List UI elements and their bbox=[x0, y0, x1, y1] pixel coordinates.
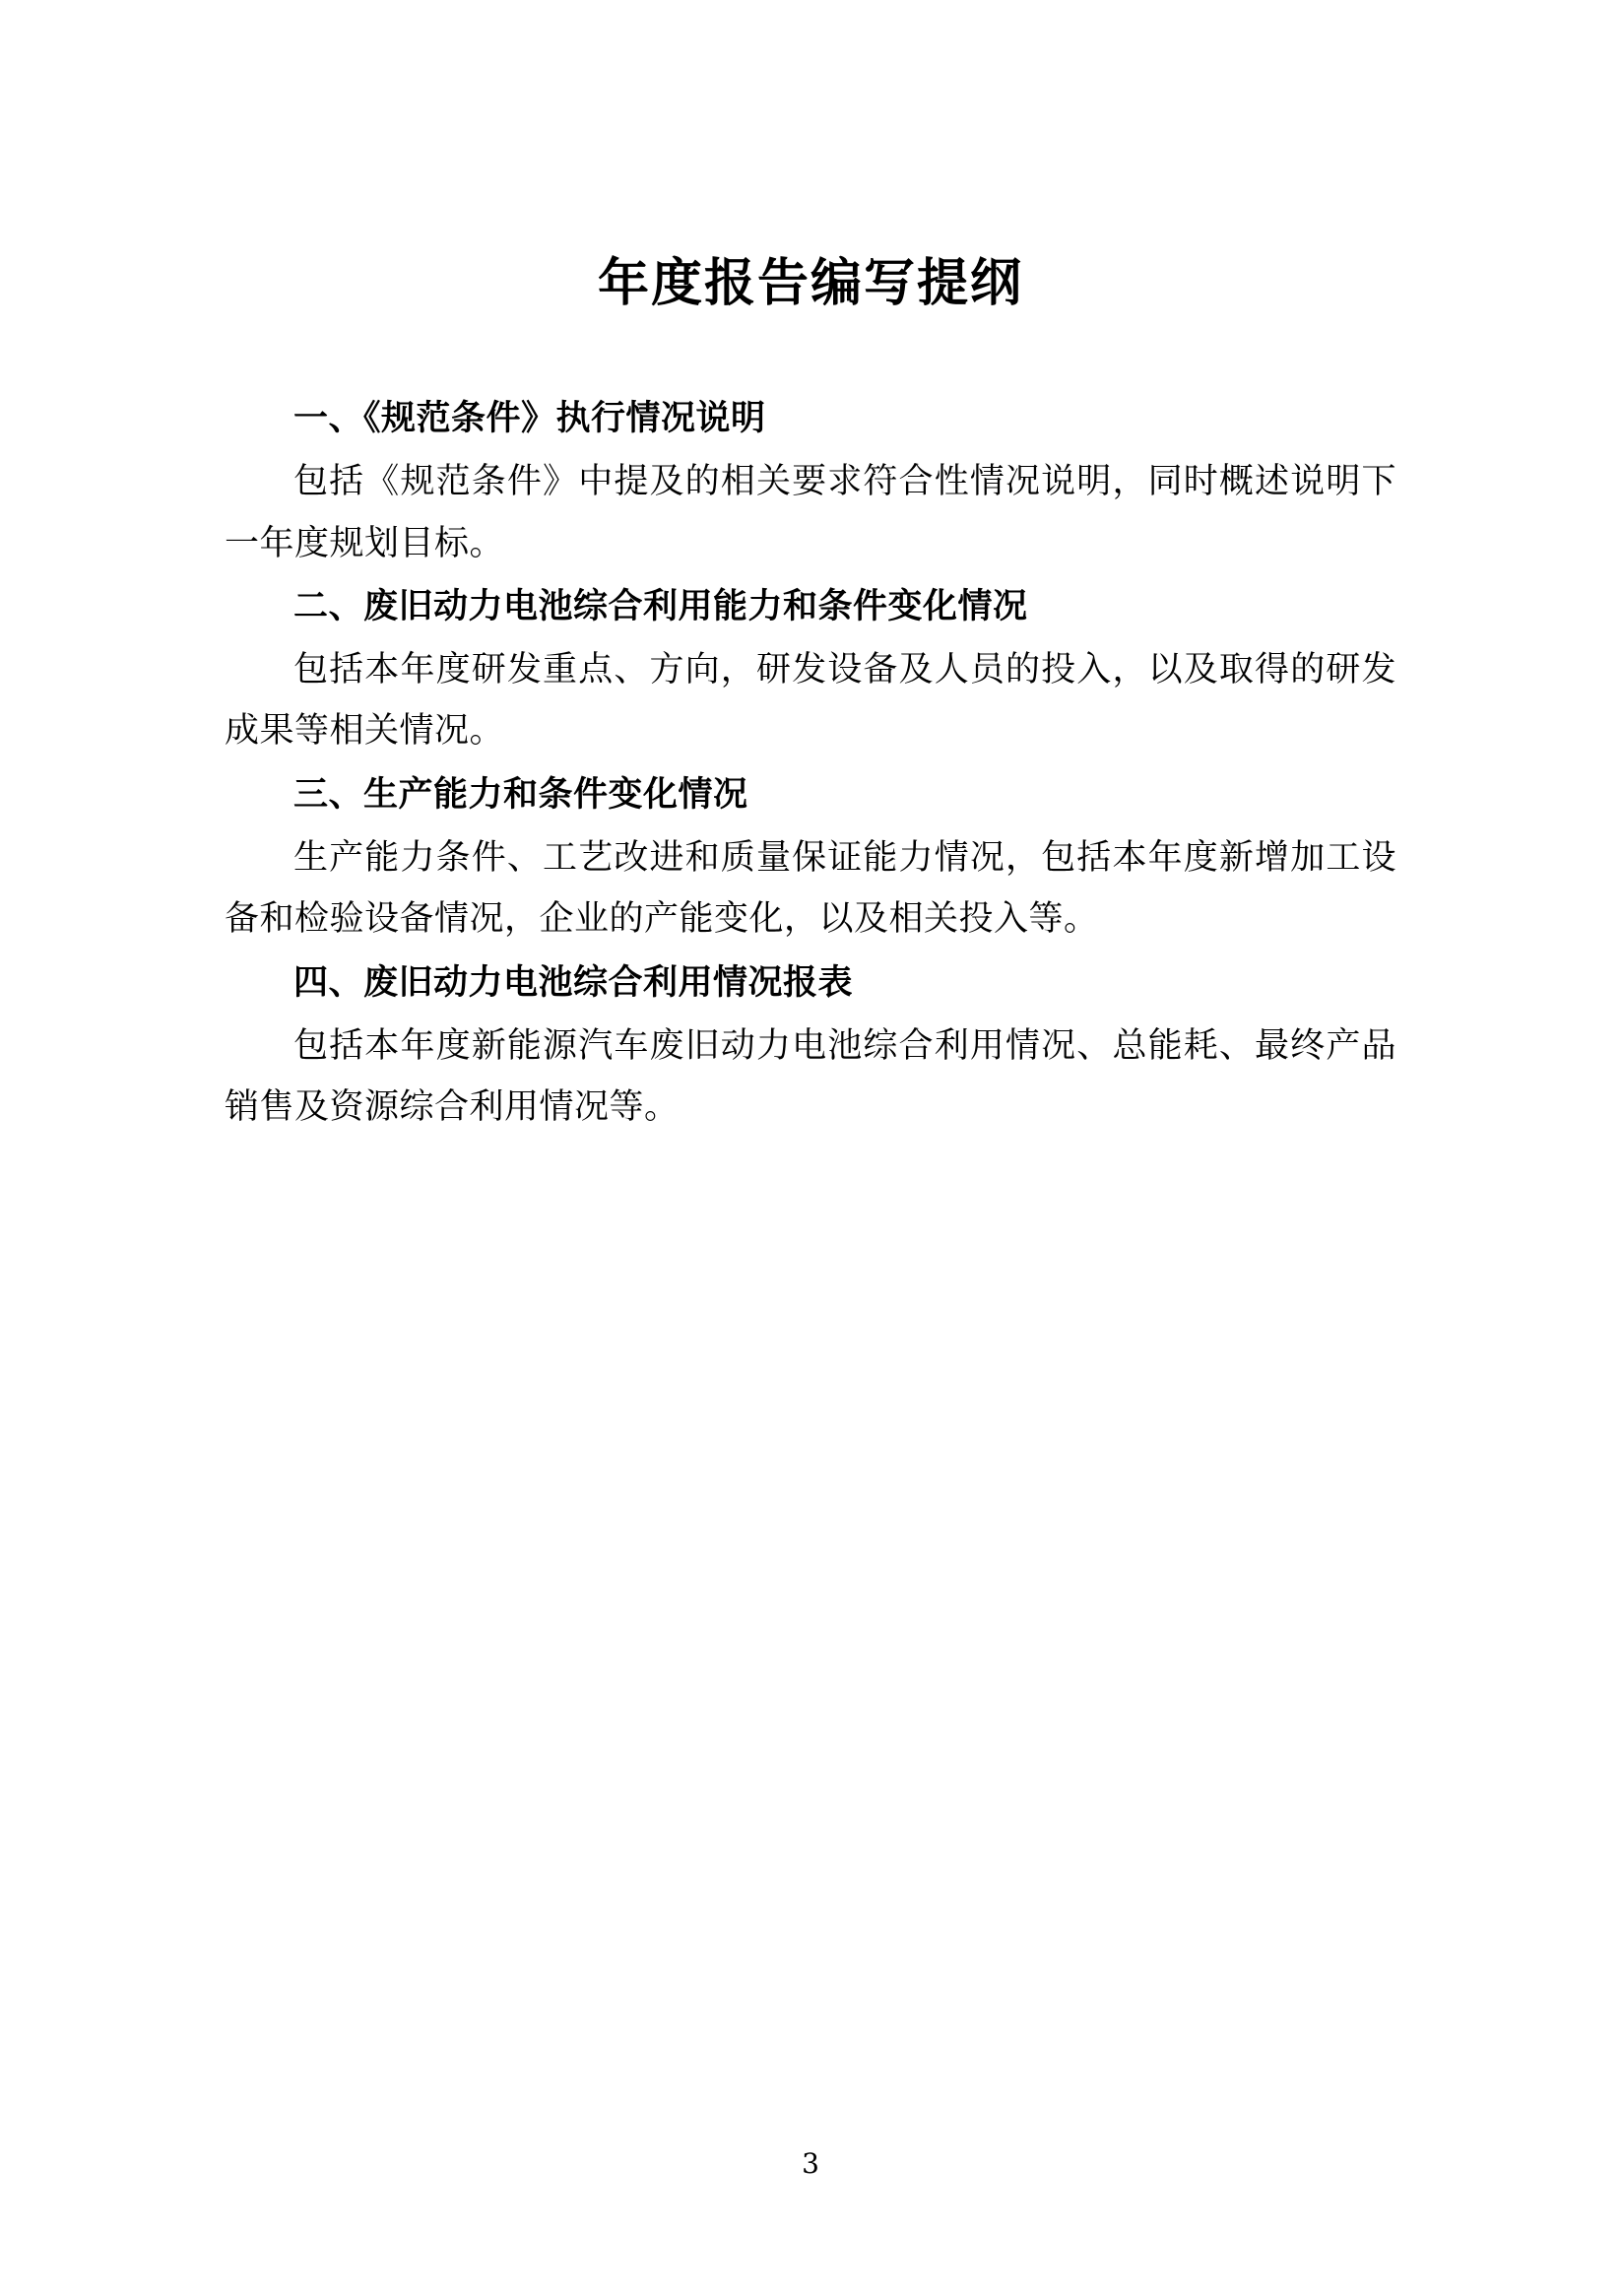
section-3-heading: 三、生产能力和条件变化情况 bbox=[293, 774, 748, 815]
section-1-heading: 一、《规范条件》执行情况说明 bbox=[293, 399, 766, 438]
section-3 bbox=[225, 768, 1396, 951]
section-2-paragraph: 包括本年度研发重点、方向，研发设备及人员的投入，以及取得的研发成果等相关情况。 bbox=[225, 650, 1396, 752]
document-body bbox=[225, 251, 1396, 1144]
section-1-paragraph: 包括《规范条件》中提及的相关要求符合性情况说明，同时概述说明下一年度规划目标。 bbox=[225, 462, 1396, 563]
section-3-paragraph: 生产能力条件、工艺改进和质量保证能力情况，包括本年度新增加工设备和检验设备情况，企业的产能变化，以及相关投入等。 bbox=[225, 837, 1396, 940]
section-4-heading: 四、废旧动力电池综合利用情况报表 bbox=[293, 962, 854, 1003]
page-title: 年度报告编写提纲 bbox=[597, 253, 1023, 313]
section-4 bbox=[225, 956, 1396, 1139]
section-2-heading: 二、废旧动力电池综合利用能力和条件变化情况 bbox=[293, 586, 1028, 626]
section-2 bbox=[225, 580, 1396, 762]
section-1 bbox=[225, 392, 1396, 574]
page-number: 3 bbox=[802, 2147, 819, 2180]
section-4-paragraph: 包括本年度新能源汽车废旧动力电池综合利用情况、总能耗、最终产品销售及资源综合利用情况等。 bbox=[225, 1025, 1396, 1128]
